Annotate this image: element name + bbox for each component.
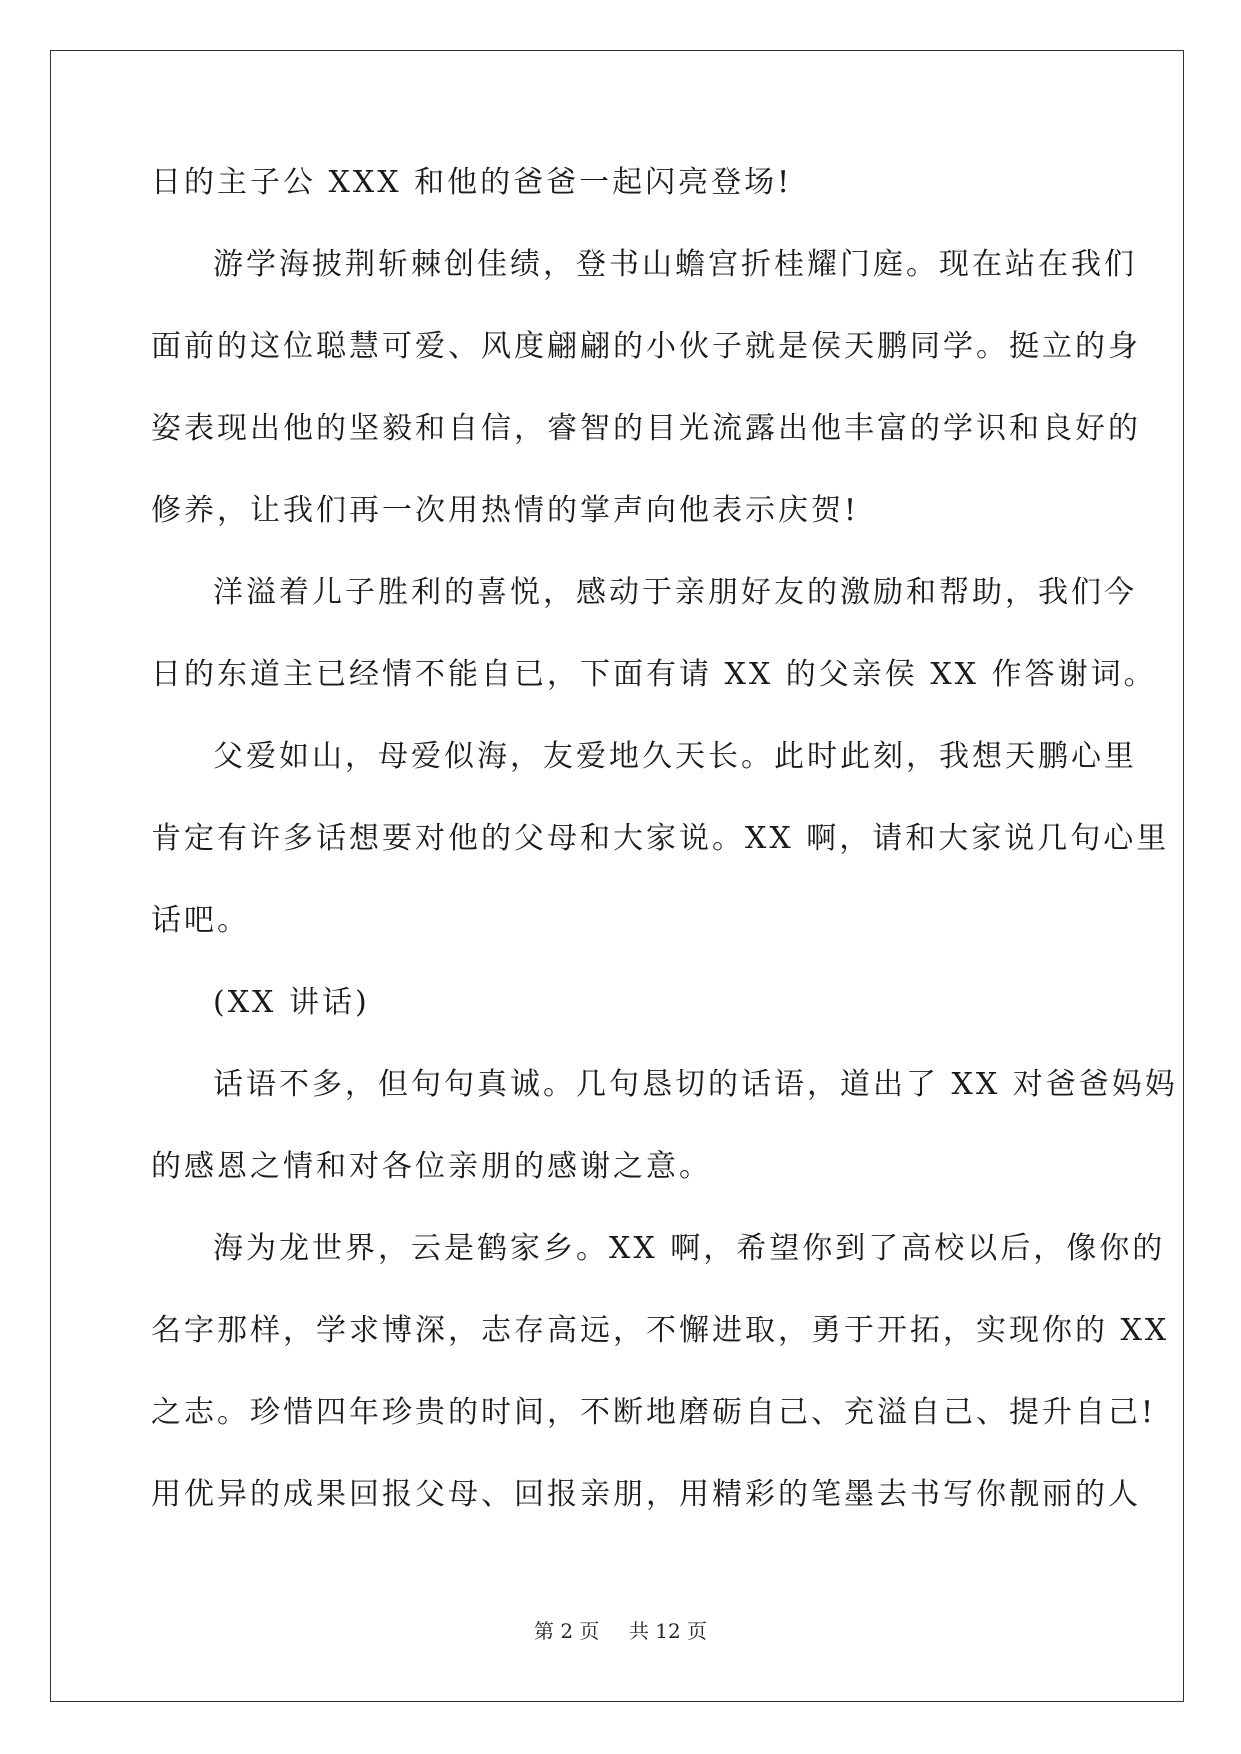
text-line: 肯定有许多话想要对他的父母和大家说。XX 啊，请和大家说几句心里 (151, 821, 1170, 856)
paragraph-first-line: 父爱如山，母爱似海，友爱地久天长。此时此刻，我想天鹏心里 (213, 739, 1137, 774)
text-line: 的感恩之情和对各位亲朋的感谢之意。 (151, 1149, 712, 1184)
page-number: 第 2 页 (533, 1619, 600, 1643)
page-border (50, 50, 1184, 1702)
text-line: 用优异的成果回报父母、回报亲朋，用精彩的笔墨去书写你靓丽的人 (151, 1477, 1141, 1512)
paragraph-first-line: (XX 讲话) (213, 985, 370, 1020)
paragraph-first-line: 游学海披荆斩棘创佳绩，登书山蟾宫折桂耀门庭。现在站在我们 (213, 247, 1137, 282)
paragraph-first-line: 海为龙世界，云是鹤家乡。XX 啊，希望你到了高校以后，像你的 (213, 1231, 1166, 1266)
page-footer (0, 1615, 1241, 1644)
text-line: 名字那样，学求博深，志存高远，不懈进取，勇于开拓，实现你的 XX (151, 1313, 1170, 1348)
text-line: 之志。珍惜四年珍贵的时间，不断地磨砺自己、充溢自己、提升自己! (151, 1395, 1157, 1430)
paragraph-first-line: 洋溢着儿子胜利的喜悦，感动于亲朋好友的激励和帮助，我们今 (213, 575, 1137, 610)
text-line: 面前的这位聪慧可爱、风度翩翩的小伙子就是侯天鹏同学。挺立的身 (151, 329, 1141, 364)
text-line: 日的主子公 XXX 和他的爸爸一起闪亮登场! (151, 165, 793, 200)
text-line: 日的东道主已经情不能自已，下面有请 XX 的父亲侯 XX 作答谢词。 (151, 657, 1157, 692)
text-line: 话吧。 (151, 903, 250, 938)
page-total: 共 12 页 (628, 1619, 708, 1643)
text-line: 修养，让我们再一次用热情的掌声向他表示庆贺! (151, 493, 860, 528)
text-line: 姿表现出他的坚毅和自信，睿智的目光流露出他丰富的学识和良好的 (151, 411, 1141, 446)
paragraph-first-line: 话语不多，但句句真诚。几句恳切的话语，道出了 XX 对爸爸妈妈 (213, 1067, 1178, 1102)
